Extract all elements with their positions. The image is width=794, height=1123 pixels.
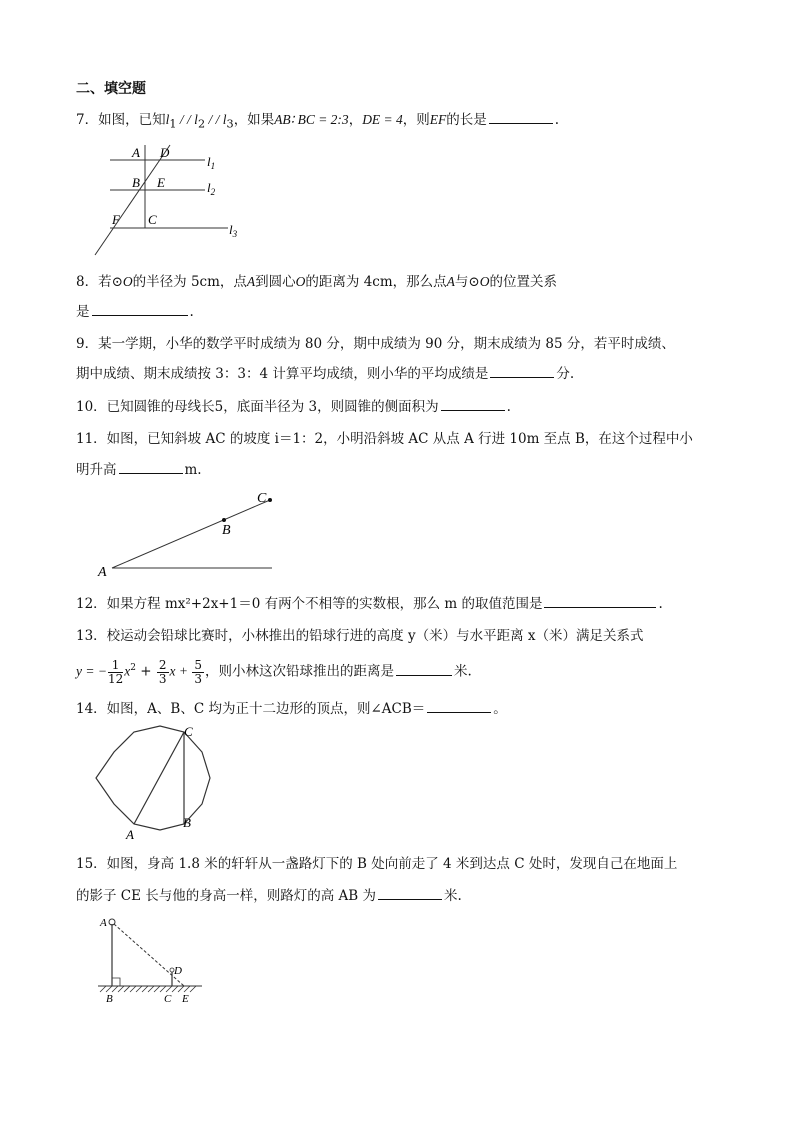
q14-end: 。 bbox=[493, 701, 507, 717]
question-11: 11．如图，已知斜坡 AC 的坡度 i＝1：2，小明沿斜坡 AC 从点 A 行进 10m 至点 B，在这个过程中小 bbox=[76, 431, 693, 447]
q10-end: . bbox=[506, 399, 511, 415]
q13-y: y = − bbox=[76, 663, 107, 679]
q13-tail: ，则小林这次铅球推出的距离是 bbox=[205, 663, 395, 680]
answer-blank[interactable] bbox=[544, 593, 656, 608]
q11-label-b: B bbox=[222, 523, 231, 538]
answer-blank[interactable] bbox=[378, 885, 442, 900]
q13-x2-pow: 2 bbox=[130, 663, 136, 673]
q8-o3: O bbox=[479, 274, 490, 289]
q15-figure bbox=[92, 912, 212, 1012]
q11-end: m. bbox=[184, 462, 202, 478]
q7-l3: l bbox=[222, 112, 227, 127]
question-8 bbox=[76, 270, 557, 290]
q7-label-l3: $l_3$ bbox=[229, 222, 238, 239]
q15-label-d: D bbox=[174, 965, 182, 977]
question-8-line2 bbox=[76, 300, 194, 320]
q7-text4: ，则 bbox=[402, 112, 430, 128]
q7-l1: l bbox=[165, 112, 170, 127]
q13-plus: + bbox=[135, 663, 156, 680]
q8-text2: 的半径为 5cm，点 bbox=[132, 274, 247, 290]
q7-label-e: E bbox=[157, 175, 165, 190]
q7-l3-sub: 3 bbox=[226, 117, 234, 131]
q8-a2: A bbox=[446, 274, 455, 289]
q7-figure bbox=[90, 140, 250, 260]
q14-text: 14．如图，A、B、C 均为正十二边形的顶点，则∠ACB＝ bbox=[76, 701, 426, 717]
q15-label-c: C bbox=[164, 993, 172, 1005]
q7-text: 7．如图，已知 bbox=[76, 112, 166, 128]
q8-o2: O bbox=[295, 274, 306, 289]
q11-label-c: C bbox=[257, 491, 267, 506]
q13-frac2: $\frac{2}{3}$ bbox=[158, 657, 167, 686]
question-15-line2 bbox=[76, 884, 462, 904]
question-10 bbox=[76, 395, 511, 415]
question-13: 13．校运动会铅球比赛时，小林推出的铅球行进的高度 y（米）与水平距离 x（米）满足关系式 bbox=[76, 628, 644, 644]
q7-ratio: AB∶ BC = 2:3 bbox=[274, 112, 349, 127]
question-7 bbox=[76, 108, 559, 131]
q7-label-d: D bbox=[160, 145, 170, 160]
q14-label-b: B bbox=[183, 815, 191, 830]
question-12 bbox=[76, 592, 663, 612]
q7-label-b: B bbox=[132, 175, 140, 190]
q8-text1: 8．若⊙ bbox=[76, 274, 123, 290]
q15-end: 米. bbox=[444, 888, 462, 904]
question-9-line2 bbox=[76, 362, 574, 382]
question-9: 9．某一学期，小华的数学平时成绩为 80 分，期中成绩为 90 分，期末成绩为 85 分，若平时成绩、 bbox=[76, 336, 675, 352]
q7-de: DE = 4 bbox=[362, 112, 403, 127]
q15-line2: 的影子 CE 长与他的身高一样，则路灯的高 AB 为 bbox=[76, 888, 377, 904]
q9-line2: 期中成绩、期末成绩按 3：3：4 计算平均成绩，则小华的平均成绩是 bbox=[76, 366, 489, 382]
q7-sep: / / bbox=[176, 112, 195, 127]
q12-end: . bbox=[658, 596, 663, 612]
q8-line2: 是 bbox=[76, 304, 90, 320]
q14-figure bbox=[88, 722, 228, 842]
q8-text6: 的位置关系 bbox=[489, 274, 557, 290]
q15-label-a: A bbox=[100, 917, 107, 929]
answer-blank[interactable] bbox=[427, 698, 491, 713]
q7-text3: ， bbox=[348, 112, 363, 128]
answer-blank[interactable] bbox=[119, 459, 183, 474]
q13-end: 米. bbox=[454, 663, 472, 680]
q11-label-a: A bbox=[98, 565, 107, 580]
answer-blank[interactable] bbox=[489, 109, 553, 124]
q7-end: . bbox=[554, 112, 560, 128]
answer-blank[interactable] bbox=[490, 363, 554, 378]
q9-end: 分. bbox=[556, 366, 575, 382]
q14-label-a: A bbox=[126, 827, 134, 842]
question-15: 15．如图，身高 1.8 米的轩轩从一盏路灯下的 B 处向前走了 4 米到达点 C 处时，发现自己在地面上 bbox=[76, 856, 678, 872]
q7-sep2: / / bbox=[205, 112, 223, 127]
q13-x1: x + bbox=[169, 663, 192, 679]
q8-text4: 的距离为 4cm，那么点 bbox=[305, 274, 447, 290]
q15-label-b: B bbox=[106, 993, 113, 1005]
q11-figure bbox=[94, 488, 284, 580]
q7-text5: 的长是 bbox=[446, 112, 487, 128]
q12-text: 12．如果方程 mx²+2x+1＝0 有两个不相等的实数根，那么 m 的取值范围是 bbox=[76, 596, 543, 612]
q13-x2: x bbox=[124, 663, 131, 679]
section-title: 二、填空题 bbox=[76, 81, 146, 97]
answer-blank[interactable] bbox=[441, 396, 505, 411]
q7-label-l1: $l_1$ bbox=[207, 154, 216, 171]
q10-text: 10．已知圆锥的母线长5，底面半径为 3，则圆锥的侧面积为 bbox=[76, 399, 439, 415]
q7-label-f: F bbox=[112, 212, 120, 227]
q13-frac3: $\frac{5}{3}$ bbox=[194, 657, 203, 686]
q8-text3: 到圆心 bbox=[255, 274, 296, 290]
q15-label-e: E bbox=[182, 993, 189, 1005]
question-11-line2 bbox=[76, 458, 202, 478]
q7-label-a: A bbox=[132, 145, 140, 160]
q8-text5: 与⊙ bbox=[454, 274, 480, 290]
answer-blank[interactable] bbox=[92, 301, 188, 316]
question-13-line2 bbox=[76, 650, 472, 690]
q7-label-l2: $l_2$ bbox=[207, 180, 216, 197]
q7-l2: l bbox=[194, 112, 198, 127]
q7-ef: EF bbox=[429, 112, 447, 127]
q8-o1: O bbox=[122, 274, 133, 289]
q8-a1: A bbox=[246, 274, 256, 289]
q13-frac1: $\frac{1}{12}$ bbox=[107, 657, 124, 686]
question-14 bbox=[76, 697, 507, 717]
q11-line2: 明升高 bbox=[76, 462, 117, 478]
answer-blank[interactable] bbox=[396, 661, 452, 676]
q7-label-c: C bbox=[148, 212, 157, 227]
q14-label-c: C bbox=[184, 724, 193, 739]
q7-l1-sub: 1 bbox=[169, 117, 177, 131]
q8-end: . bbox=[189, 304, 194, 320]
q7-l2-sub: 2 bbox=[197, 117, 206, 131]
q7-text2: ，如果 bbox=[233, 112, 275, 128]
